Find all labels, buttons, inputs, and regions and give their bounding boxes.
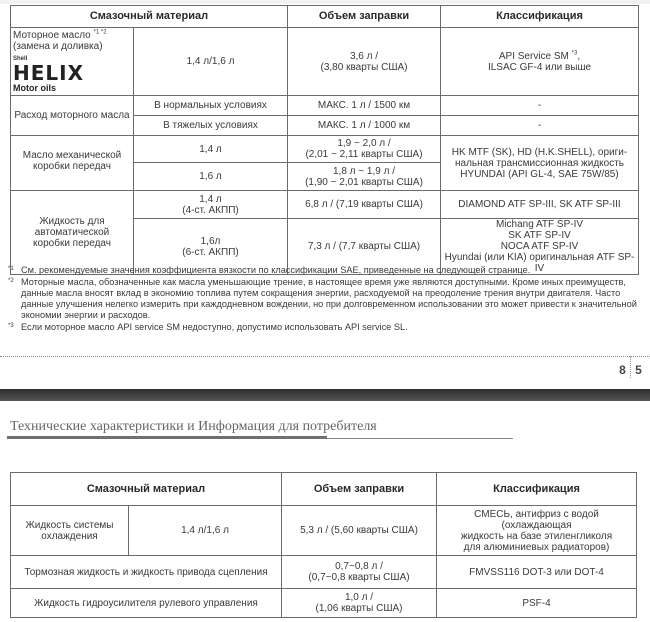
lubricants-table — [10, 5, 639, 275]
section-title-underline — [7, 436, 327, 439]
header-lubricant: Смазочный материал — [11, 6, 288, 28]
header-volume: Объем заправки — [282, 473, 437, 506]
motor-oil-label-cell — [11, 28, 134, 96]
footnote-text: Если моторное масло API service SM недоступно, допустимо использовать API service SL. — [21, 322, 408, 332]
auto-classification: DIAMOND ATF SP-III, SK ATF SP-III — [441, 191, 639, 219]
consumption-condition: В нормальных условиях — [134, 96, 288, 116]
auto-label-line: коробки передач — [33, 238, 111, 249]
page-number-right-digit: 5 — [635, 363, 642, 377]
class-text: ILSAC GF-4 или выше — [487, 61, 592, 73]
consumption-condition: В тяжелых условиях — [134, 116, 288, 136]
top-strip — [0, 0, 650, 4]
volume-line: 3,6 л / — [349, 50, 379, 62]
motor-oil-footnote-marks: *1 *2 — [93, 29, 107, 36]
manual-volume — [288, 136, 441, 163]
logo-name: HELIX — [13, 61, 85, 85]
volume-line: (1,90 ~ 2,01 кварты США) — [305, 176, 423, 188]
auto-volume: 6,8 л / (7,19 кварты США) — [288, 191, 441, 219]
table-header-row — [11, 473, 637, 506]
volume-line: (1,06 кварты США) — [315, 603, 403, 614]
header-lubricant: Смазочный материал — [11, 473, 282, 506]
header-classification: Классификация — [441, 6, 639, 28]
consumption-label: Расход моторного масла — [11, 96, 134, 136]
table-row-motor-oil — [11, 28, 639, 96]
footnote-text: См. рекомендуемые значения коэффициента вязкости по классификации SAE, приведенные на следующей странице. — [21, 265, 531, 275]
coolant-label-line: охлаждения — [41, 530, 98, 542]
motor-oil-label: Моторное масло — [13, 30, 91, 41]
coolant-label — [11, 506, 129, 556]
auto-label-line: автоматической — [34, 227, 110, 238]
footnote-mark: *3 — [8, 323, 14, 329]
volume-line: 1,9 ~ 2,0 л / — [337, 138, 391, 149]
class-text: СМЕСЬ, антифриз с водой (охлаждающая — [474, 508, 599, 531]
class-text: SK ATF SP-IV — [508, 230, 571, 241]
table-row-steering — [11, 589, 637, 618]
table-row-coolant — [11, 506, 637, 556]
motor-oil-sublabel: (замена и доливка) — [13, 41, 103, 52]
amount-line: (4-ст. АКПП) — [182, 204, 239, 216]
table-row-manual-14 — [11, 136, 639, 163]
manual-label-line: коробки передач — [33, 161, 111, 172]
amount-line: 1,4 л — [199, 193, 222, 205]
coolant-amount: 1,4 л/1,6 л — [129, 506, 282, 556]
class-text: HYUNDAI (API GL-4, SAE 75W/85) — [460, 168, 619, 180]
auto-label-line: Жидкость для — [39, 216, 105, 227]
logo-sub: Motor oils — [13, 83, 56, 93]
class-text: NOCA ATF SP-IV — [500, 241, 579, 252]
page-number-left-digit: 8 — [619, 363, 626, 377]
consumption-volume: МАКС. 1 л / 1000 км — [288, 116, 441, 136]
section-title-rule — [327, 438, 513, 439]
class-text: для алюминиевых радиаторов) — [463, 541, 610, 553]
brake-label: Тормозная жидкость и жидкость привода сцепления — [11, 556, 282, 589]
manual-label — [11, 136, 134, 191]
class-text: HK MTF (SK), HD (H.K.SHELL), ориги- — [451, 146, 628, 158]
steering-classification: PSF-4 — [437, 589, 637, 618]
volume-line: 0,7~0,8 л / — [335, 561, 383, 572]
volume-line: 1,0 л / — [344, 592, 374, 603]
volume-line: 1,8 л ~ 1,9 л / — [333, 165, 395, 177]
table-header-row — [11, 6, 639, 28]
footnote-text: Моторные масла, обозначенные как масла уменьшающие трение, в настоящее время уже являются доступными. Кроме иных преимуществ, данные масла вносят вклад в экономию топлива путем сокращения энергии, расходуемой на преодоление трения внутри двигателя. Часто данные улучшения нелегко измерить при каждодневном вождении, но при долговременном использовании это может привести к значительной экономии энергии и расходов. — [21, 277, 637, 320]
page-number — [618, 362, 643, 378]
table-row-consumption-normal — [11, 96, 639, 116]
footnote — [8, 277, 643, 321]
manual-volume — [288, 163, 441, 191]
consumption-volume: МАКС. 1 л / 1500 км — [288, 96, 441, 116]
class-text: жидкость на базе этиленгликоля — [460, 530, 613, 542]
steering-volume — [282, 589, 437, 618]
footnote — [8, 322, 643, 333]
footnote — [8, 265, 643, 276]
footnote-mark: *1 — [8, 266, 14, 272]
volume-line: (2,01 ~ 2,11 кварты США) — [305, 149, 423, 160]
motor-oil-volume — [288, 28, 441, 96]
motor-oil-classification — [441, 28, 639, 96]
coolant-classification — [437, 506, 637, 556]
automatic-label — [11, 191, 134, 275]
page-break-band — [0, 389, 650, 401]
coolant-volume: 5,3 л / (5,60 кварты США) — [282, 506, 437, 556]
auto-volume: 7,3 л / (7,7 кварты США) — [288, 219, 441, 275]
class-text: Hyundai (или KIA) оригинальная ATF SP-IV — [444, 252, 635, 274]
footnote-mark: *3 — [571, 50, 578, 57]
volume-line: (3,80 кварты США) — [320, 61, 408, 73]
page-number-separator — [630, 356, 631, 378]
brake-classification: FMVSS116 DOT-3 или DOT-4 — [437, 556, 637, 589]
fluids-table — [10, 472, 637, 618]
class-text: API Service SM — [498, 50, 569, 62]
footnotes — [8, 265, 643, 334]
footnote-mark: *2 — [8, 278, 14, 284]
consumption-class: - — [441, 96, 639, 116]
steering-label: Жидкость гидроусилителя рулевого управления — [11, 589, 282, 618]
class-text: Michang ATF SP-IV — [495, 219, 584, 230]
motor-oil-amount: 1,4 л/1,6 л — [134, 28, 288, 96]
class-text: нальная трансмиссионная жидкость — [455, 157, 624, 169]
logo-brand: Shell — [13, 56, 28, 62]
auto-amount — [134, 191, 288, 219]
header-classification: Классификация — [437, 473, 637, 506]
amount-line: (6-ст. АКПП) — [182, 246, 239, 258]
volume-line: (0,7~0,8 кварты США) — [308, 572, 410, 583]
manual-classification — [441, 136, 639, 191]
header-volume: Объем заправки — [288, 6, 441, 28]
manual-amount: 1,4 л — [134, 136, 288, 163]
table-row-brake — [11, 556, 637, 589]
manual-amount: 1,6 л — [134, 163, 288, 191]
table-row-auto-4 — [11, 191, 639, 219]
coolant-label-line: Жидкость системы — [25, 519, 114, 531]
page-divider-dotted — [0, 356, 650, 357]
amount-line: 1,6л — [200, 235, 221, 247]
shell-helix-logo — [13, 56, 123, 94]
consumption-class: - — [441, 116, 639, 136]
manual-label-line: Масло механической — [22, 150, 122, 161]
section-title: Технические характеристики и Информация для потребителя — [10, 419, 377, 434]
class-text: , — [577, 50, 581, 62]
brake-volume — [282, 556, 437, 589]
